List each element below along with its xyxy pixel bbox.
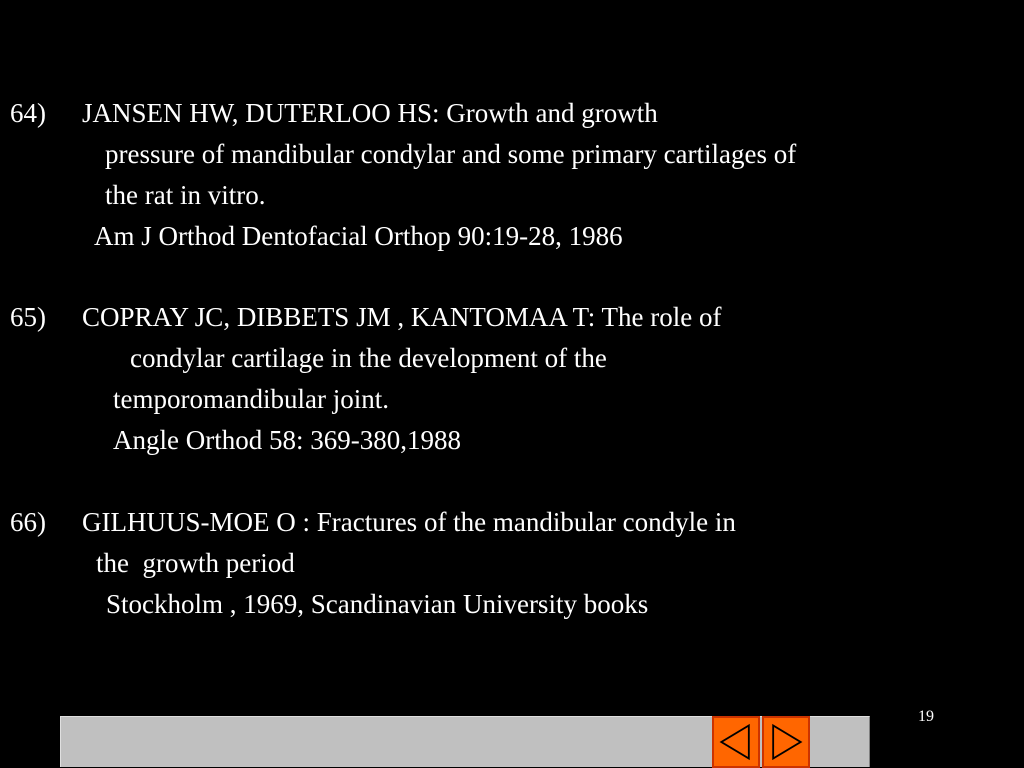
- reference-line: JANSEN HW, DUTERLOO HS: Growth and growth: [82, 98, 658, 128]
- reference-number: 65): [10, 302, 46, 332]
- reference-citation: Am J Orthod Dentofacial Orthop 90:19-28, 1986: [94, 221, 623, 251]
- reference-line: the growth period: [96, 548, 295, 578]
- reference-number: 64): [10, 98, 46, 128]
- reference-line: temporomandibular joint.: [113, 384, 389, 414]
- reference-line: COPRAY JC, DIBBETS JM , KANTOMAA T: The role of: [82, 302, 722, 332]
- triangle-left-icon: [714, 718, 758, 766]
- reference-number: 66): [10, 507, 46, 537]
- reference-citation: Angle Orthod 58: 369-380,1988: [113, 425, 461, 455]
- reference-line: GILHUUS-MOE O : Fractures of the mandibular condyle in: [82, 507, 736, 537]
- next-slide-button[interactable]: [762, 716, 810, 768]
- previous-slide-button[interactable]: [712, 716, 760, 768]
- reference-line: condylar cartilage in the development of the: [130, 343, 607, 373]
- reference-line: pressure of mandibular condylar and some primary cartilages of: [105, 139, 797, 169]
- reference-line: the rat in vitro.: [105, 180, 266, 210]
- reference-citation: Stockholm , 1969, Scandinavian University books: [106, 589, 649, 619]
- page-number: 19: [918, 708, 934, 725]
- triangle-right-icon: [764, 718, 808, 766]
